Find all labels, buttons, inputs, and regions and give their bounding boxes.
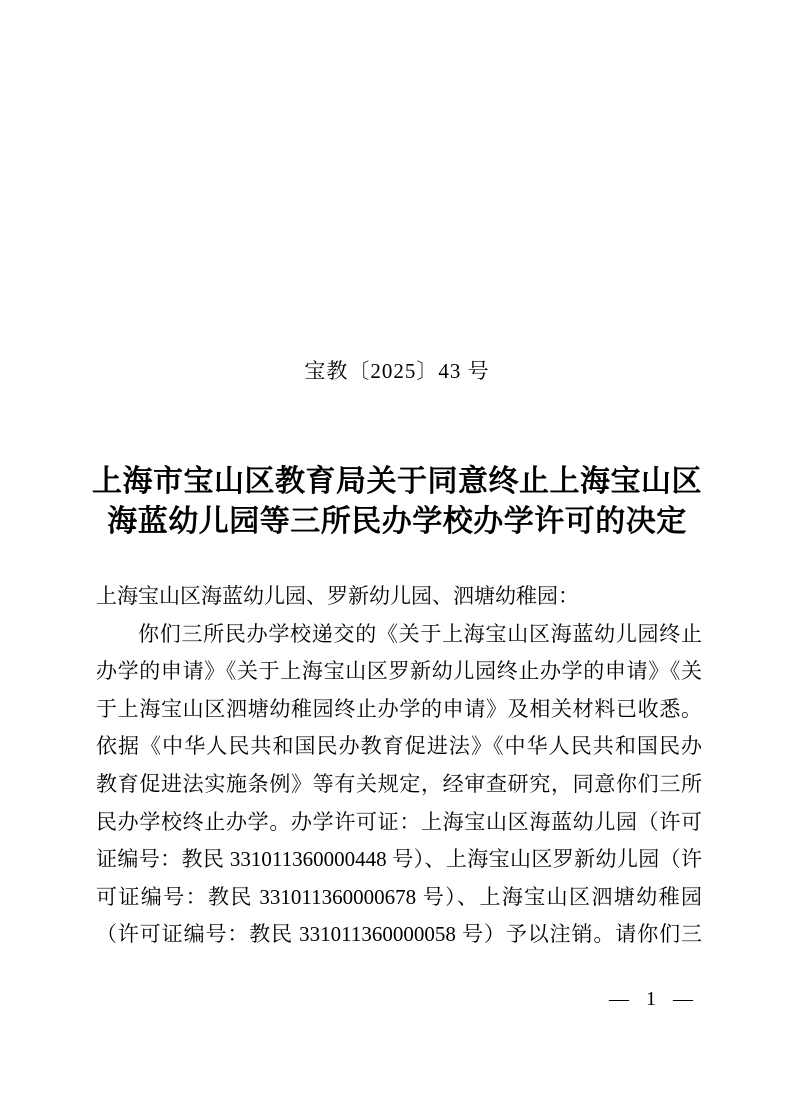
document-title: [0, 462, 794, 542]
title-line-1: 上海市宝山区教育局关于同意终止上海宝山区: [92, 465, 702, 498]
body-line: 民办学校终止办学。办学许可证：上海宝山区海蓝幼儿园（许可: [96, 809, 702, 834]
title-line-2: 海蓝幼儿园等三所民办学校办学许可的决定: [107, 505, 687, 538]
page-number: — 1 —: [609, 988, 693, 1010]
body-line: 教育促进法实施条例》等有关规定，经审查研究，同意你们三所: [96, 771, 702, 796]
doc-number: 宝教〔2025〕43 号: [304, 359, 490, 383]
recipient-line: 上海宝山区海蓝幼儿园、罗新幼儿园、泗塘幼稚园：: [96, 584, 579, 608]
body-line: 你们三所民办学校递交的《关于上海宝山区海蓝幼儿园终止: [138, 621, 702, 646]
body-line: 依据《中华人民共和国民办教育促进法》《中华人民共和国民办: [96, 734, 702, 759]
body-line: 可证编号：教民 331011360000678 号）、上海宝山区泗塘幼稚园: [96, 884, 702, 909]
body-line: 办学的申请》《关于上海宝山区罗新幼儿园终止办学的申请》《关: [96, 659, 702, 684]
document-body: [96, 578, 702, 954]
body-line: （许可证编号：教民 331011360000058 号）予以注销。请你们三: [96, 922, 702, 947]
body-line: 于上海宝山区泗塘幼稚园终止办学的申请》及相关材料已收悉。: [96, 696, 702, 721]
body-line: 证编号：教民 331011360000448 号）、上海宝山区罗新幼儿园（许: [96, 847, 702, 872]
